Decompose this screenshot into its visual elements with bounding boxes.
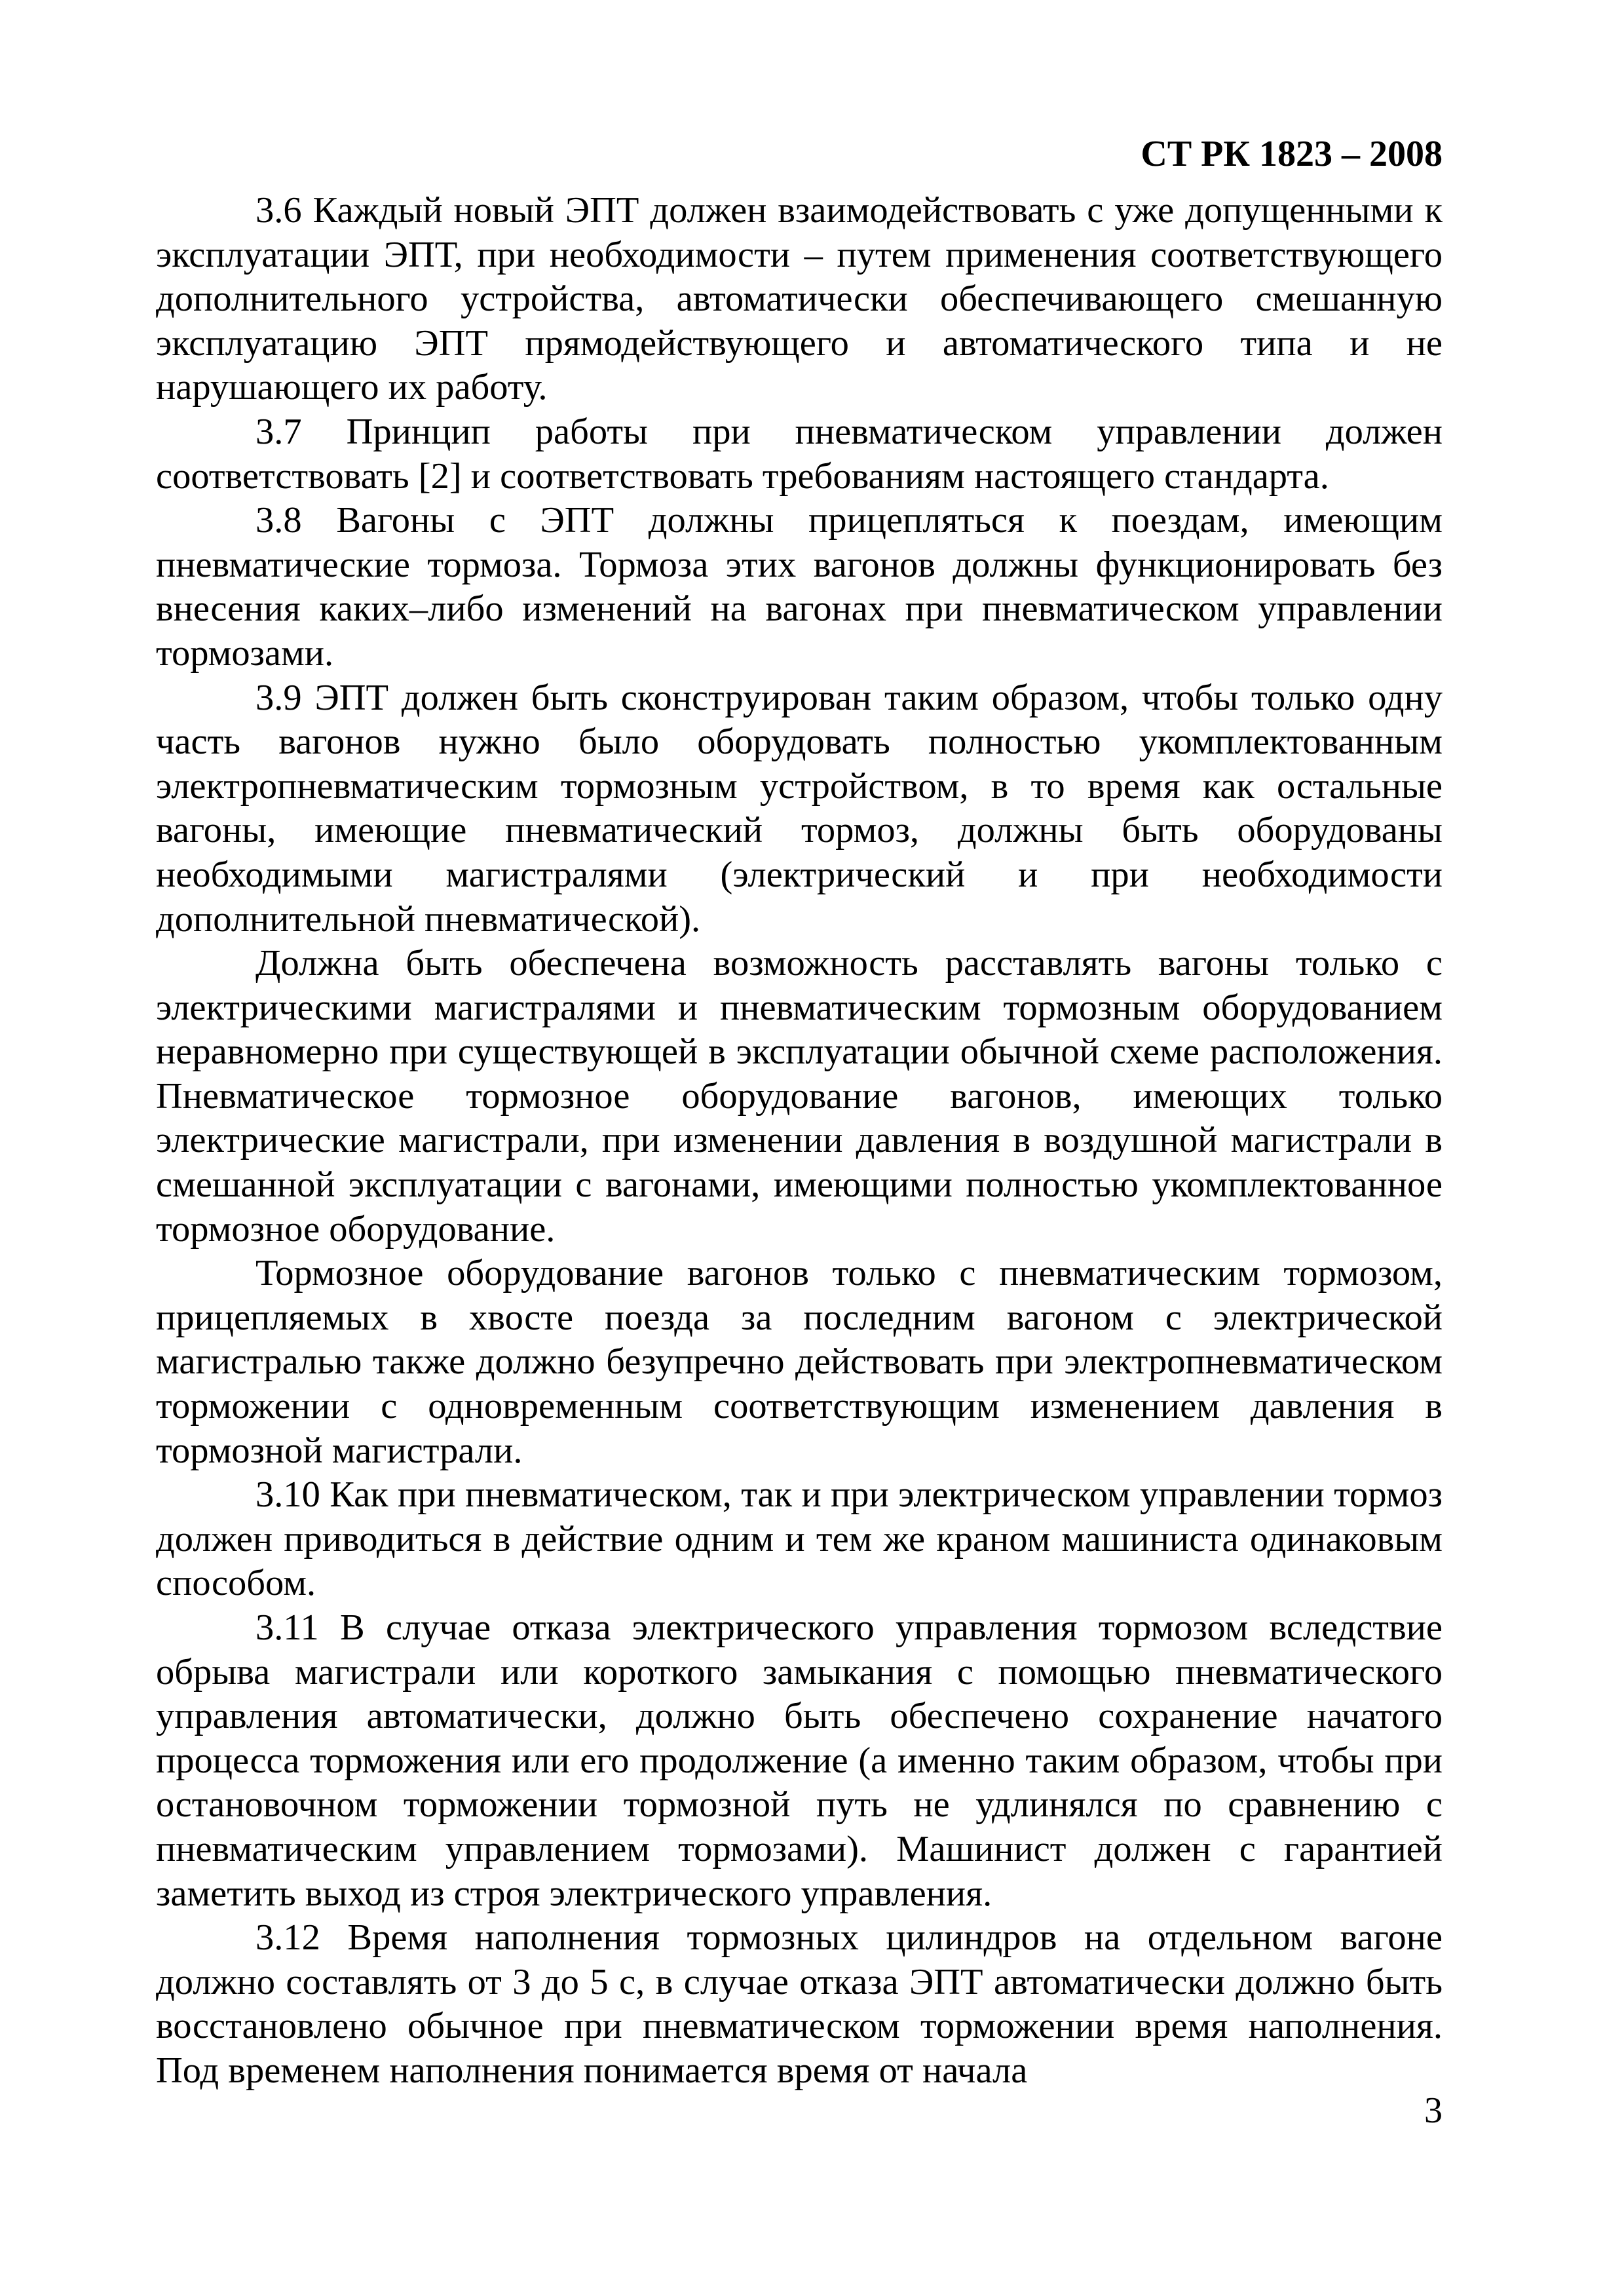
paragraph-3-10: 3.10 Как при пневматическом, так и при электрическом управлении тормоз должен приводиться в действие одним и тем же краном машиниста одинаковым способом. xyxy=(156,1474,1443,1604)
paragraph-3-9: 3.9 ЭПТ должен быть сконструирован таким образом, чтобы только одну часть вагонов нужно было оборудовать полностью укомплектованным электропневматическим тормозным устройством, в то время как остальные вагоны, имеющие пневматический тормоз, должны быть оборудованы необходимыми магистралями (электрический и при необходимости дополнительной пневматической). xyxy=(156,677,1443,940)
paragraph-3-6: 3.6 Каждый новый ЭПТ должен взаимодействовать с уже допущенными к эксплуатации ЭПТ, при необходимости – путем применения соответствующего дополнительного устройства, автоматически обеспечивающего смешанную эксплуатацию ЭПТ прямодействующего и автоматического типа и не нарушающего их работу. xyxy=(156,190,1443,408)
page-number: 3 xyxy=(1424,2090,1443,2131)
document-body xyxy=(156,189,1443,2094)
paragraph-3-9-tail-wagons: Тормозное оборудование вагонов только с пневматическим тормозом, прицепляемых в хвосте поезда за последним вагоном с электрической магистралью также должно безупречно действовать при электропневматическом торможении с одновременным соответствующим изменением давления в тормозной магистрали. xyxy=(156,1253,1443,1471)
paragraph-3-9-placement: Должна быть обеспечена возможность расставлять вагоны только с электрическими магистралями и пневматическим тормозным оборудованием неравномерно при существующей в эксплуатации обычной схеме расположения. Пневматическое тормозное оборудование вагонов, имеющих только электрические магистрали, при изменении давления в воздушной магистрали в смешанной эксплуатации с вагонами, имеющими полностью укомплектованное тормозное оборудование. xyxy=(156,943,1443,1250)
paragraph-3-12: 3.12 Время наполнения тормозных цилиндров на отдельном вагоне должно составлять от 3 до 5 с, в случае отказа ЭПТ автоматически должно быть восстановлено обычное при пневматическом торможении время наполнения. Под временем наполнения понимается время от начала xyxy=(156,1917,1443,2091)
document-code-header: СТ РК 1823 – 2008 xyxy=(1141,134,1443,174)
paragraph-3-11: 3.11 В случае отказа электрического управления тормозом вследствие обрыва магистрали или короткого замыкания с помощью пневматического управления автоматически, должно быть обеспечено сохранение начатого процесса торможения или его продолжение (а именно таким образом, чтобы при остановочном торможении тормозной путь не удлинялся по сравнению с пневматическим управлением тормозами). Машинист должен с гарантией заметить выход из строя электрического управления. xyxy=(156,1607,1443,1914)
paragraph-3-7: 3.7 Принцип работы при пневматическом управлении должен соответствовать [2] и соответствовать требованиям настоящего стандарта. xyxy=(156,411,1443,497)
paragraph-3-8: 3.8 Вагоны с ЭПТ должны прицепляться к поездам, имеющим пневматические тормоза. Тормоза этих вагонов должны функционировать без внесения каких–либо изменений на вагонах при пневматическом управлении тормозами. xyxy=(156,500,1443,674)
